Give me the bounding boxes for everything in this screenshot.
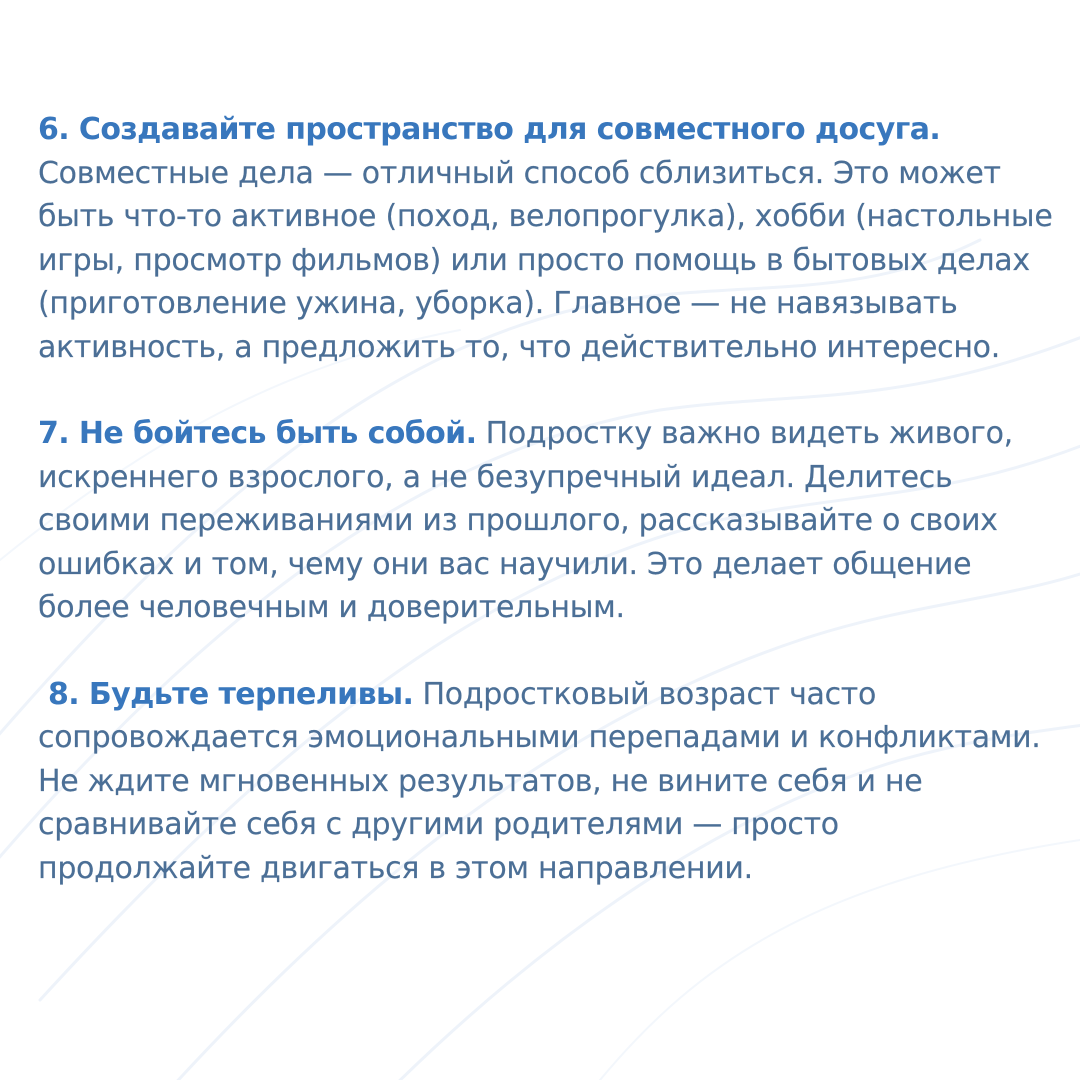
tip-7-body: Подростку важно видеть живого, искреннего взрослого, а не безупречный идеал. Делитесь своими переживаниями из прошлого, рассказывайте о своих ошибках и том, чему они вас научили. Это делает общение более человечным и доверительным. [38,416,1013,625]
tip-8-title: 8. Будьте терпеливы. [48,676,414,712]
tips-list [38,108,1058,890]
tip-6-title: 6. Создавайте пространство для совместного досуга. [38,112,941,147]
tip-8 [38,673,1058,891]
tip-spacer [38,369,1058,412]
tip-7-title: 7. Не бойтесь быть собой. [38,416,477,451]
tip-spacer [38,630,1058,673]
tip-7 [38,412,1058,630]
tip-8-body: Подростковый возраст часто сопровождается эмоциональными перепадами и конфликтами. Не ждите мгновенных результатов, не вините себя и не сравнивайте себя с другими родителями — просто продолжайте двигаться в этом направлении. [38,676,1041,886]
tip-6 [38,108,1058,369]
tip-6-body: Совместные дела — отличный способ сблизиться. Это может быть что-то активное (поход, велопрогулка), хобби (настольные игры, просмотр фильмов) или просто помощь в бытовых делах (приготовление ужина, уборка). Главное — не навязывать активность, а предложить то, что действительно интересно. [38,155,1053,365]
